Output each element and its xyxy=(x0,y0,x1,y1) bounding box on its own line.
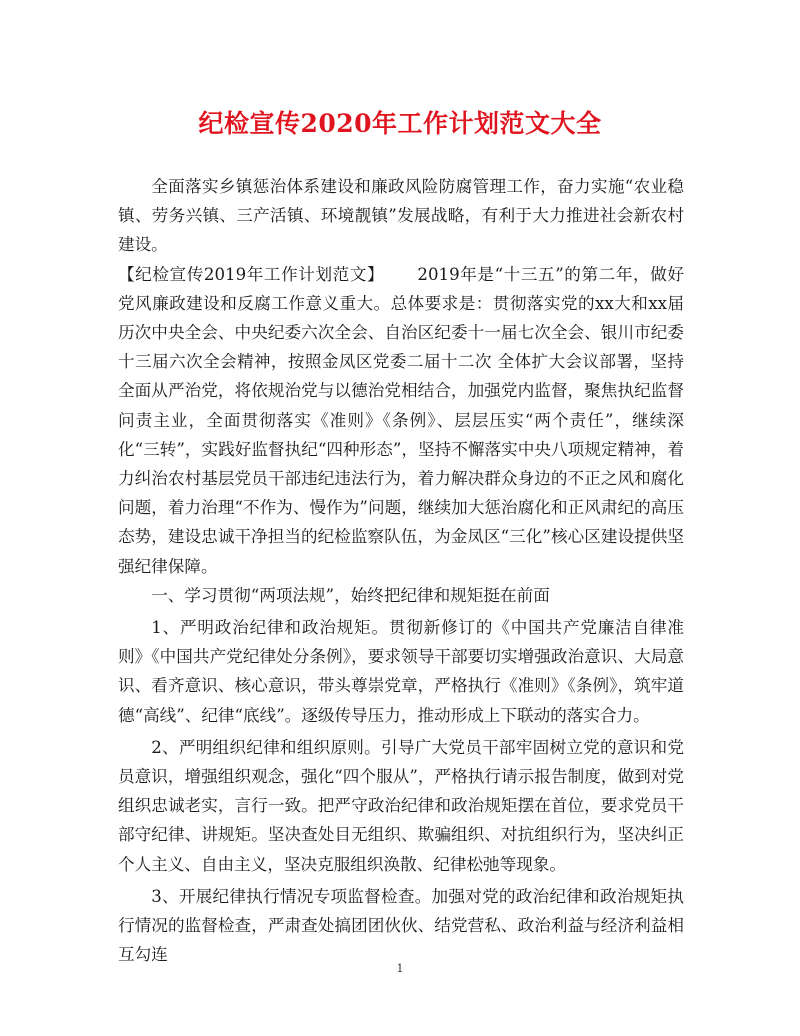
document-body xyxy=(118,172,684,969)
paragraph-3: 3、开展纪律执行情况专项监督检查。加强对党的政治纪律和政治规矩执行情况的监督检查，严肃查处搞团团伙伙、结党营私、政治利益与经济利益相互勾连 xyxy=(118,886,684,965)
paragraph-2: 2、严明组织纪律和组织原则。引导广大党员干部牢固树立党的意识和党员意识，增强组织观念，强化“四个服从”，严格执行请示报告制度，做到对党组织忠诚老实，言行一致。把严守政治纪律和政治规矩摆在首位，要求党员干部守纪律、讲规矩。坚决查处目无组织、欺骗组织、对抗组织行为，坚决纠正个人主义、自由主义，坚决克服组织涣散、纪律松弛等现象。 xyxy=(118,737,684,874)
lead-paragraph xyxy=(118,260,684,581)
page-number: 1 xyxy=(396,962,404,975)
paragraph-1: 1、严明政治纪律和政治规矩。贯彻新修订的《中国共产党廉洁自律准则》《中国共产党纪律处分条例》，要求领导干部要切实增强政治意识、大局意识、看齐意识、核心意识，带头尊崇党章，严格执行《准则》《条例》，筑牢道德“高线”、纪律“底线”。逐级传导压力，推动形成上下联动的落实合力。 xyxy=(118,618,684,725)
document-title: 纪检宣传2020年工作计划范文大全 xyxy=(198,109,602,138)
section-heading: 一、学习贯彻“两项法规”，始终把纪律和规矩挺在前面 xyxy=(151,585,550,605)
lead-text: 2019年是“十三五”的第二年，做好党风廉政建设和反腐工作意义重大。总体要求是：贯彻落实党的xx大和xx届历次中央全会、中央纪委六次全会、自治区纪委十一届七次全会、银川市纪委十三届六次全会精神，按照金凤区党委二届十二次 全体扩大会议部署，坚持全面从严治党，将依规治党与以德治党相结合，加强党内监督，聚焦执纪监督问责主业，全面贯彻落实《准则》《条例》、层层压实“两个责任”，继续深化“三转”，实践好监督执纪“四种形态”，坚持不懈落实中央八项规定精神，着力纠治农村基层党员干部违纪违法行为，着力解决群众身边的不正之风和腐化问题，着力治理“不作为、慢作为”问题，继续加大惩治腐化和正风肃纪的高压态势，建设忠诚干净担当的纪检监察队伍，为金凤区“三化”核心区建设提供坚强纪律保障。 xyxy=(118,264,684,576)
intro-paragraph: 全面落实乡镇惩治体系建设和廉政风险防腐管理工作，奋力实施“农业稳镇、劳务兴镇、三产活镇、环境靓镇”发展战略，有利于大力推进社会新农村建设。 xyxy=(118,177,684,255)
lead-label: 【纪检宣传2019年工作计划范文】 xyxy=(118,264,385,284)
